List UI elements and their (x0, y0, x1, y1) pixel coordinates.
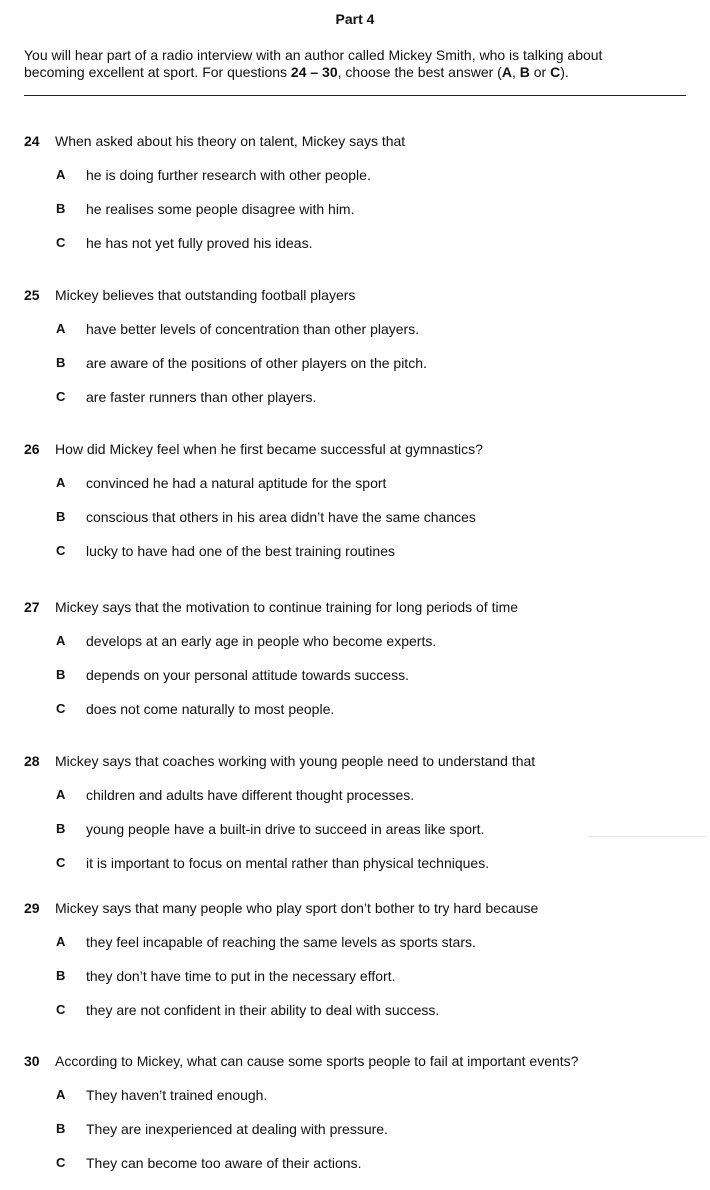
question-number: 24 (24, 133, 40, 149)
option-a[interactable] (0, 321, 710, 341)
option-text: he realises some people disagree with him. (86, 201, 355, 217)
option-text: have better levels of concentration than other players. (86, 321, 420, 337)
question-text: When asked about his theory on talent, Mickey says that (55, 133, 406, 149)
option-letter: C (56, 235, 66, 250)
question-number: 28 (24, 753, 40, 769)
question-text: How did Mickey feel when he first became successful at gymnastics? (55, 441, 483, 457)
option-text: convinced he had a natural aptitude for the sport (86, 475, 387, 491)
option-a[interactable] (0, 633, 710, 653)
option-text: They haven’t trained enough. (86, 1087, 268, 1103)
option-b[interactable] (0, 509, 710, 529)
question-number: 29 (24, 900, 40, 916)
question-stem (0, 133, 710, 153)
option-text: are faster runners than other players. (86, 389, 317, 405)
option-letter: C (56, 701, 66, 716)
option-text: lucky to have had one of the best training routines (86, 543, 395, 559)
question-stem (0, 441, 710, 461)
question-number: 30 (24, 1053, 40, 1069)
part-title: Part 4 (335, 11, 375, 27)
option-text: depends on your personal attitude towards success. (86, 667, 409, 683)
option-b[interactable] (0, 1121, 710, 1141)
question-range: 24 – 30 (290, 64, 338, 80)
option-c[interactable] (0, 389, 710, 409)
option-c[interactable] (0, 235, 710, 255)
option-text: they feel incapable of reaching the same levels as sports stars. (86, 934, 476, 950)
question-stem (0, 599, 710, 619)
question-24 (0, 133, 710, 255)
question-text: Mickey says that coaches working with young people need to understand that (55, 753, 536, 769)
option-b[interactable] (0, 201, 710, 221)
option-letter: A (56, 934, 66, 949)
question-stem (0, 1053, 710, 1073)
question-number: 25 (24, 287, 40, 303)
option-c[interactable] (0, 701, 710, 721)
option-b[interactable] (0, 968, 710, 988)
option-letter: A (56, 475, 66, 490)
option-letter: B (56, 355, 66, 370)
option-letter: B (56, 1121, 66, 1136)
option-text: conscious that others in his area didn’t have the same chances (86, 509, 476, 525)
option-b[interactable] (0, 355, 710, 375)
question-25 (0, 287, 710, 409)
instructions-line-1: You will hear part of a radio interview with an author called Mickey Smith, who is talking about (24, 47, 603, 63)
option-b[interactable] (0, 667, 710, 687)
option-a[interactable] (0, 1087, 710, 1107)
question-text: Mickey says that many people who play sport don’t bother to try hard because (55, 900, 539, 916)
option-text: he is doing further research with other people. (86, 167, 371, 183)
instructions-line-2: becoming excellent at sport. For questions 24 – 30, choose the best answer (A, B or C). (24, 64, 569, 80)
question-stem (0, 287, 710, 307)
question-text: Mickey believes that outstanding football players (55, 287, 356, 303)
question-28 (0, 753, 710, 875)
option-text: does not come naturally to most people. (86, 701, 335, 717)
option-letter: B (56, 667, 66, 682)
option-text: develops at an early age in people who become experts. (86, 633, 437, 649)
option-letter: C (56, 1002, 66, 1017)
option-text: They can become too aware of their actions. (86, 1155, 362, 1171)
question-27 (0, 599, 710, 721)
option-letter: C (56, 543, 66, 558)
option-letter: A (56, 321, 66, 336)
question-26 (0, 441, 710, 563)
option-letter: A (56, 167, 66, 182)
instructions (24, 47, 686, 81)
option-c[interactable] (0, 543, 710, 563)
question-stem (0, 753, 710, 773)
question-29 (0, 900, 710, 1022)
question-stem (0, 900, 710, 920)
option-letter: C (56, 855, 66, 870)
option-text: They are inexperienced at dealing with pressure. (86, 1121, 388, 1137)
option-letter: B (56, 821, 66, 836)
option-a[interactable] (0, 475, 710, 495)
question-number: 26 (24, 441, 40, 457)
question-text: According to Mickey, what can cause some sports people to fail at important events? (55, 1053, 579, 1069)
option-c[interactable] (0, 855, 710, 875)
option-b[interactable] (0, 821, 710, 841)
option-text: they don’t have time to put in the necessary effort. (86, 968, 396, 984)
option-text: he has not yet fully proved his ideas. (86, 235, 313, 251)
option-letter: B (56, 201, 66, 216)
option-text: children and adults have different thought processes. (86, 787, 415, 803)
option-a[interactable] (0, 934, 710, 954)
option-letter: B (56, 509, 66, 524)
option-text: it is important to focus on mental rather than physical techniques. (86, 855, 490, 871)
option-letter: A (56, 633, 66, 648)
option-letter: B (56, 968, 66, 983)
option-a[interactable] (0, 167, 710, 187)
question-30 (0, 1053, 710, 1175)
option-c[interactable] (0, 1002, 710, 1022)
option-letter: C (56, 1155, 66, 1170)
option-letter: C (56, 389, 66, 404)
option-letter: A (56, 1087, 66, 1102)
question-text: Mickey says that the motivation to continue training for long periods of time (55, 599, 519, 615)
option-a[interactable] (0, 787, 710, 807)
divider-line (24, 95, 686, 96)
option-text: are aware of the positions of other players on the pitch. (86, 355, 427, 371)
option-c[interactable] (0, 1155, 710, 1175)
option-letter: A (56, 787, 66, 802)
question-number: 27 (24, 599, 40, 615)
option-text: young people have a built-in drive to succeed in areas like sport. (86, 821, 485, 837)
option-text: they are not confident in their ability to deal with success. (86, 1002, 440, 1018)
